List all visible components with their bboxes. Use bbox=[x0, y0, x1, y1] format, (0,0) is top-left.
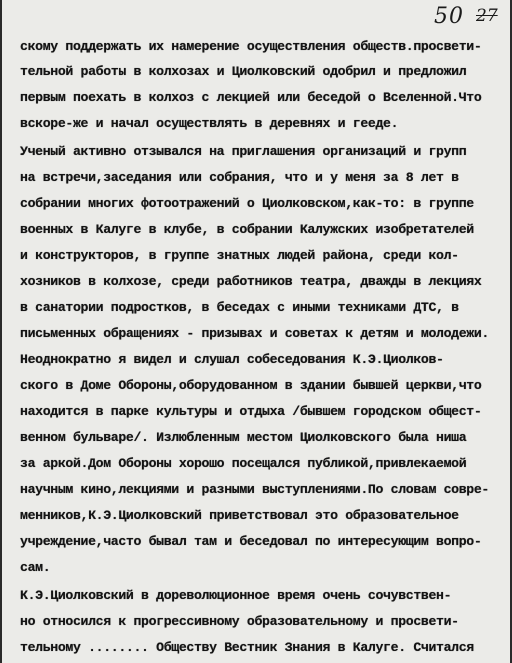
text-line: Ученый активно отзывался на приглашения организаций и групп bbox=[20, 144, 467, 159]
text-line: находится в парке культуры и отдыха /бывшем городском общест- bbox=[20, 404, 482, 419]
text-line: научным кино,лекциями и разными выступлениями.По словам совре- bbox=[20, 482, 489, 497]
text-line: Неоднократно я видел и слушал собеседования К.Э.Циолков- bbox=[20, 352, 444, 367]
old-page-number: 27 bbox=[476, 6, 498, 26]
text-line: в санатории подростков, в беседах с иными техниками ДТС, в bbox=[20, 300, 459, 315]
text-line: тельному ........ Обществу Вестник Знания в Калуге. Считался bbox=[20, 640, 474, 655]
text-line: вскоре-же и начал осуществлять в деревнях и гееде. bbox=[20, 116, 399, 131]
text-line: первым поехать в колхоз с лекцией или беседой о Вселенной.Что bbox=[20, 90, 482, 105]
text-line: собрании многих фотоотражений о Циолковском,как-то: в группе bbox=[20, 196, 474, 211]
text-line: скому поддержать их намерение осуществления обществ.просвети- bbox=[20, 39, 482, 54]
text-line: на встречи,заседания или собрания, что и у меня за 8 лет в bbox=[20, 170, 459, 185]
text-line: военных в Калуге в клубе, в собрании Калужских изобретателей bbox=[20, 222, 474, 237]
text-line: менников,К.Э.Циолковский приветствовал это образовательное bbox=[20, 508, 459, 523]
text-line: сам. bbox=[20, 560, 51, 575]
text-line: ского в Доме Обороны,оборудованном в здании бывшей церкви,что bbox=[20, 378, 482, 393]
text-line: К.Э.Циолковский в дореволюционное время очень сочувствен- bbox=[20, 588, 452, 603]
text-line: тельной работы в колхозах и Циолковский одобрил и предложил bbox=[20, 64, 467, 79]
text-line: хозников в колхозе, среди работников театра, дважды в лекциях bbox=[20, 274, 482, 289]
text-line: и конструкторов, в группе знатных людей района, среди кол- bbox=[20, 248, 459, 263]
page-number: 50 bbox=[434, 4, 464, 29]
text-line: письменных обращениях - призывах и советах к детям и молодежи. bbox=[20, 326, 489, 341]
text-line: учреждение,часто бывал там и беседовал по интересующим вопро- bbox=[20, 534, 482, 549]
text-line: за аркой.Дом Обороны хорошо посещался публикой,привлекаемой bbox=[20, 456, 467, 471]
document-page bbox=[2, 0, 510, 663]
text-line: но относился к прогрессивному образовательному и просвети- bbox=[20, 614, 459, 629]
text-line: венном бульваре/. Излюбленным местом Циолковского была ниша bbox=[20, 430, 467, 445]
